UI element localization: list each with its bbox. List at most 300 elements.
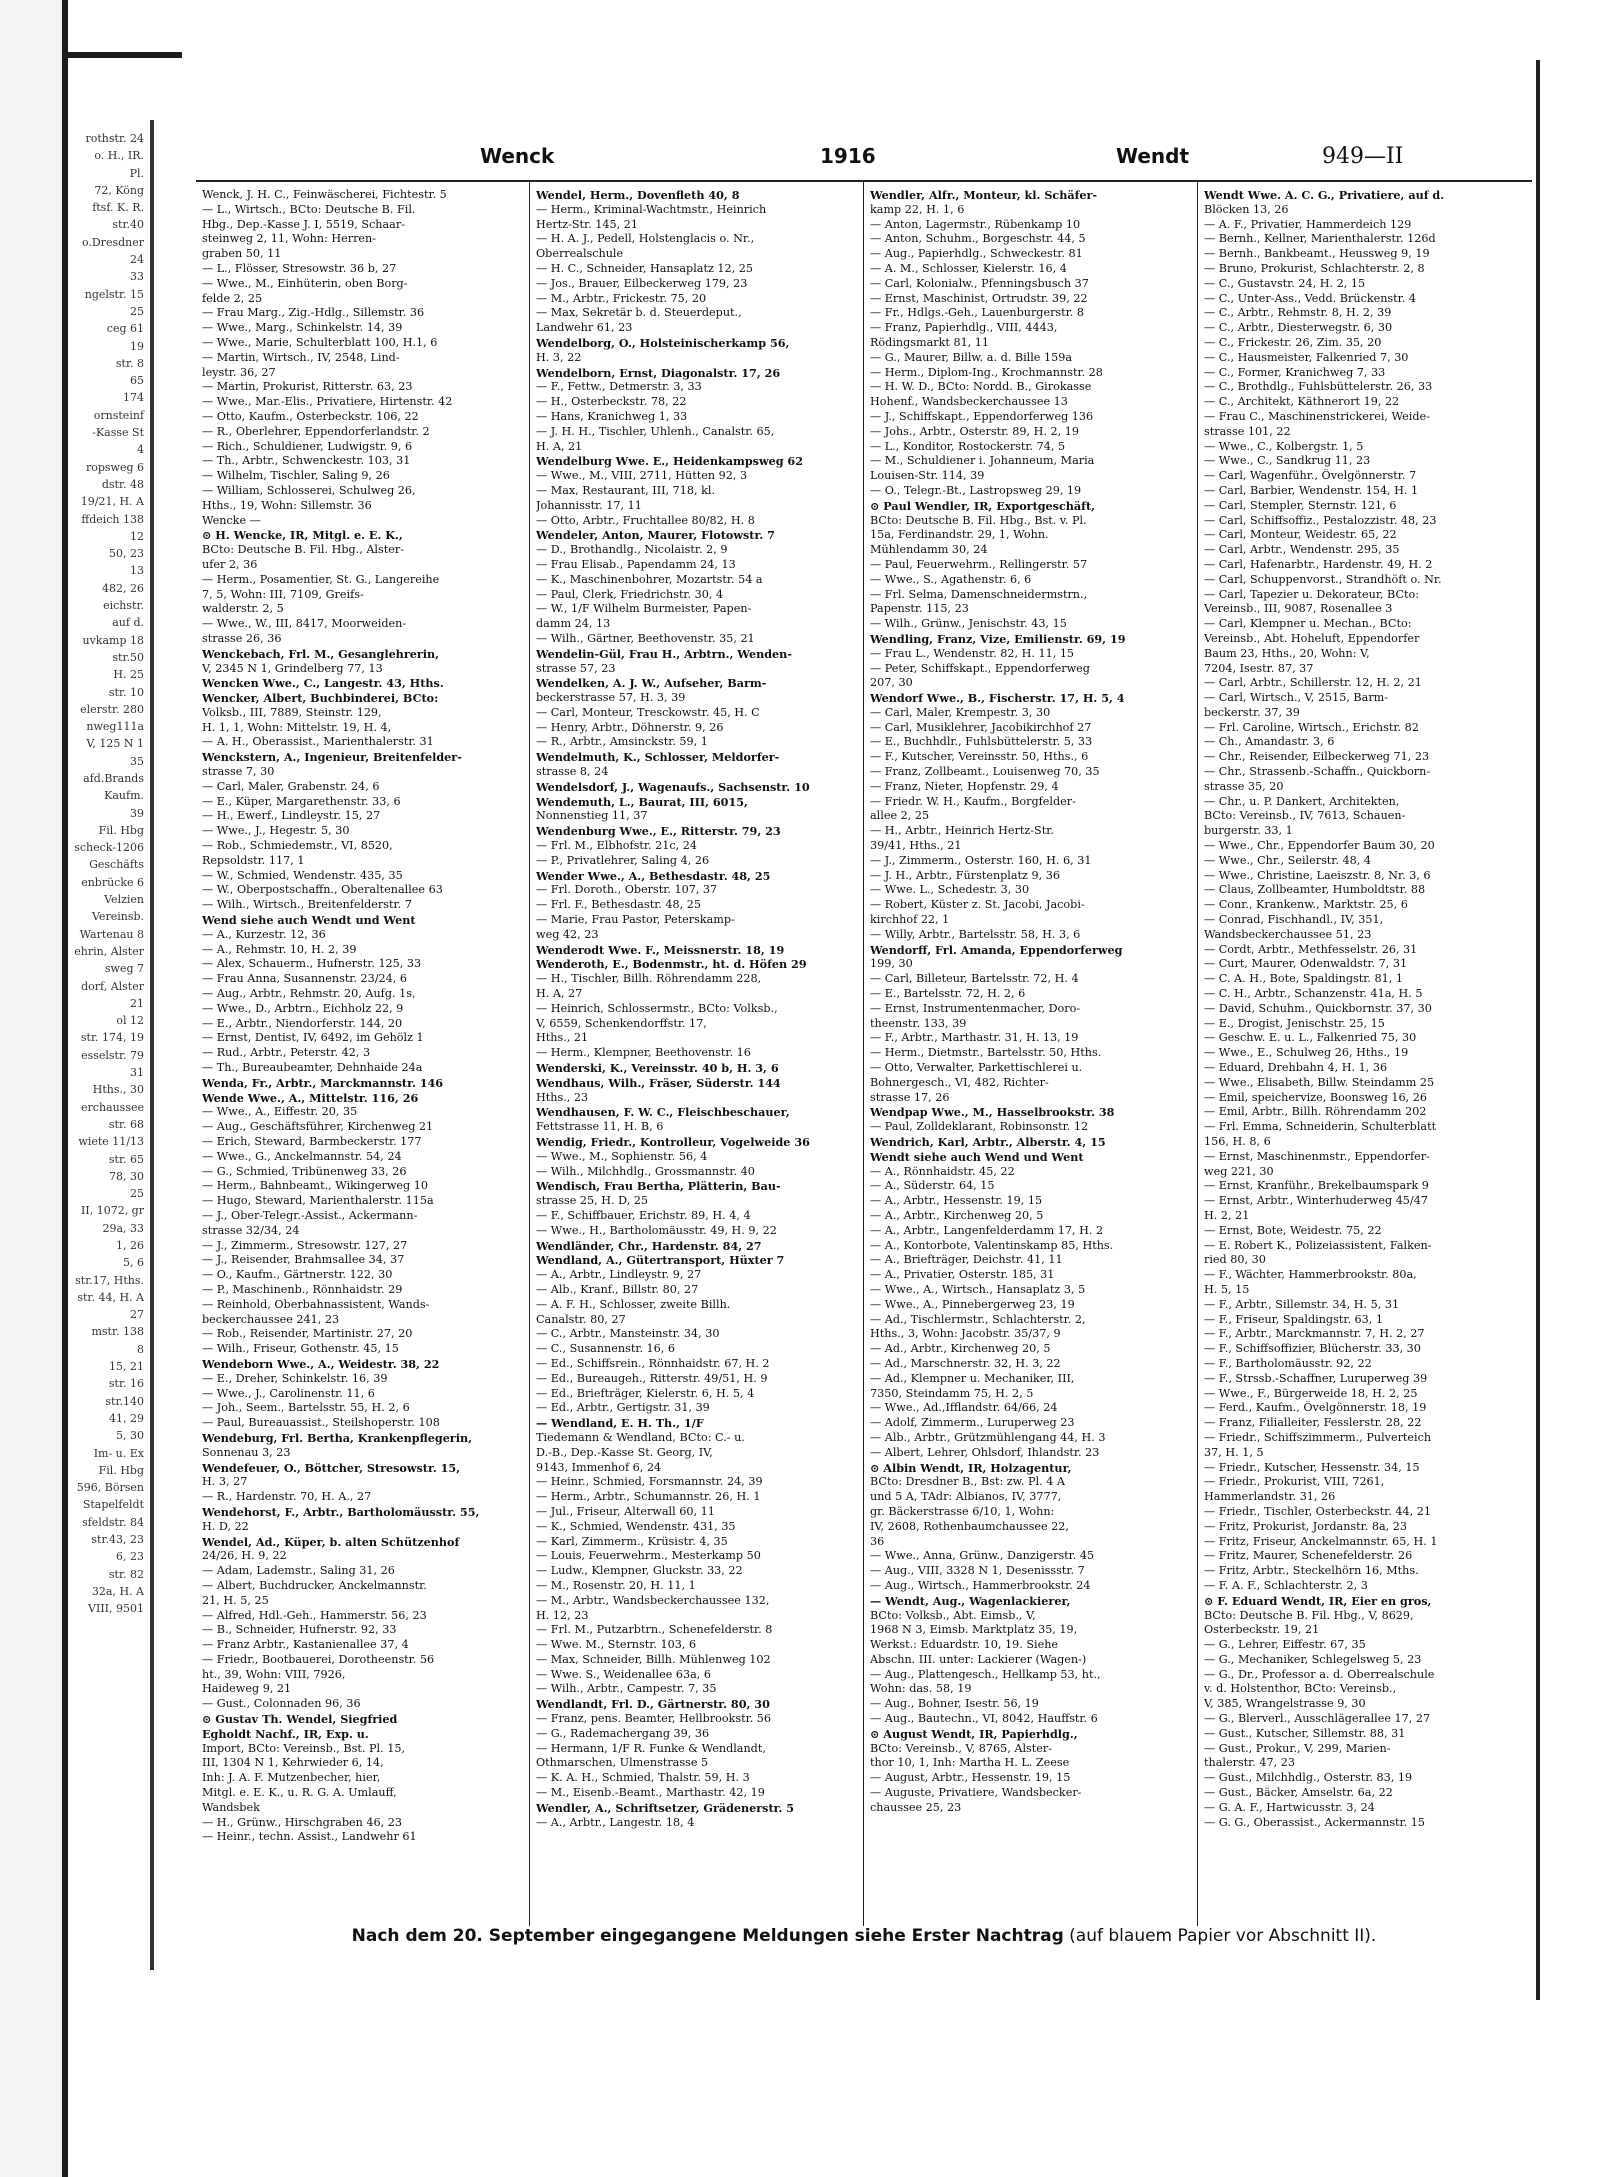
directory-entry: — H. W. D., BCto: Nordd. B., Girokasse bbox=[870, 380, 1092, 394]
directory-entry: — Wwe., H., Bartholomäusstr. 49, H. 9, 22 bbox=[536, 1223, 777, 1237]
directory-entry: — Carl, Schiffsoffiz., Pestalozzistr. 48, 23 bbox=[1204, 513, 1437, 527]
previous-page-line: V, 125 N 1 bbox=[86, 737, 144, 751]
directory-entry: — Joh., Seem., Bartelsstr. 55, H. 2, 6 bbox=[202, 1401, 410, 1415]
directory-entry: — R., Arbtr., Amsinckstr. 59, 1 bbox=[536, 735, 708, 749]
directory-entry: — A., Arbtr., Hessenstr. 19, 15 bbox=[870, 1194, 1043, 1208]
directory-entry: — F., Bartholomäusstr. 92, 22 bbox=[1204, 1356, 1372, 1370]
previous-page-line: Fil. Hbg bbox=[98, 823, 144, 837]
directory-entry: Othmarschen, Ulmenstrasse 5 bbox=[536, 1756, 709, 1770]
directory-entry: Wendehorst, F., Arbtr., Bartholomäusstr. 55, bbox=[202, 1504, 480, 1519]
directory-entry: Baum 23, Hths., 20, Wohn: V, bbox=[1204, 646, 1370, 660]
directory-entry: — Bernh., Bankbeamt., Heussweg 9, 19 bbox=[1204, 247, 1430, 261]
directory-entry: — Th., Arbtr., Schwenckestr. 103, 31 bbox=[202, 454, 411, 468]
directory-entry: Wendelken, A. J. W., Aufseher, Barm- bbox=[536, 676, 767, 691]
directory-entry: — L., Flösser, Stresowstr. 36 b, 27 bbox=[202, 261, 397, 275]
directory-entry: Wandsbeckerchaussee 51, 23 bbox=[1204, 927, 1372, 941]
running-head-right: Wendt bbox=[1116, 144, 1190, 168]
directory-entry: — Ernst, Maschinist, Ortrudstr. 39, 22 bbox=[870, 291, 1088, 305]
directory-entry: — Frl. Selma, Damenschneidermstrn., bbox=[870, 587, 1088, 601]
directory-entry: Wendorf Wwe., B., Fischerstr. 17, H. 5, 4 bbox=[870, 691, 1125, 706]
column-3 bbox=[864, 182, 1198, 1926]
directory-entry: strasse 57, 23 bbox=[536, 661, 616, 675]
directory-entry: — A., Arbtr., Lindleystr. 9, 27 bbox=[536, 1268, 702, 1282]
directory-entry: — Geschw. E. u. L., Falkenried 75, 30 bbox=[1204, 1031, 1417, 1045]
previous-page-line: 29a, 33 bbox=[102, 1221, 144, 1235]
directory-entry: — P., Maschinenb., Rönnhaidstr. 29 bbox=[202, 1282, 403, 1296]
directory-entry: — Carl, Tapezier u. Dekorateur, BCto: bbox=[1204, 587, 1420, 601]
previous-page-line: 24 bbox=[130, 253, 144, 267]
directory-entry: III, 1304 N 1, Kehrwieder 6, 14, bbox=[202, 1756, 384, 1770]
directory-entry: — Fritz, Prokurist, Jordanstr. 8a, 23 bbox=[1204, 1519, 1408, 1533]
directory-entry: — Frau Elisab., Papendamm 24, 13 bbox=[536, 557, 736, 571]
directory-entry: Wenderski, K., Vereinsstr. 40 b, H. 3, 6 bbox=[536, 1061, 779, 1076]
previous-page-line: eichstr. bbox=[103, 599, 144, 613]
previous-page-line: 72, Köng bbox=[94, 183, 144, 197]
directory-entry: Wendel, Ad., Küper, b. alten Schützenhof bbox=[202, 1534, 460, 1549]
previous-page-line: nweg111a bbox=[86, 720, 144, 734]
directory-entry: Hths., 19, Wohn: Sillemstr. 36 bbox=[202, 498, 372, 512]
directory-entry: — E., Buchhdlr., Fuhlsbüttelerstr. 5, 33 bbox=[870, 735, 1093, 749]
directory-entry: — O., Telegr.-Bt., Lastropsweg 29, 19 bbox=[870, 483, 1082, 497]
directory-entry: — Paul, Bureauassist., Steilshoperstr. 108 bbox=[202, 1416, 440, 1430]
directory-entry: — Gust., Milchhdlg., Osterstr. 83, 19 bbox=[1204, 1771, 1413, 1785]
directory-entry: — E., Dreher, Schinkelstr. 16, 39 bbox=[202, 1371, 388, 1385]
directory-entry: — Carl, Arbtr., Schillerstr. 12, H. 2, 21 bbox=[1204, 676, 1422, 690]
directory-entry: Wencker, Albert, Buchbinderei, BCto: bbox=[202, 691, 439, 706]
directory-entry: — Carl, Stempler, Sternstr. 121, 6 bbox=[1204, 498, 1397, 512]
previous-page-line: mstr. 138 bbox=[91, 1325, 144, 1339]
directory-entry: — Gust., Colonnaden 96, 36 bbox=[202, 1697, 361, 1711]
previous-page-line: Pl. bbox=[129, 166, 144, 180]
directory-entry: — Frau Anna, Susannenstr. 23/24, 6 bbox=[202, 972, 408, 986]
directory-entry: — L., Konditor, Rostockerstr. 74, 5 bbox=[870, 439, 1066, 453]
directory-entry: Oberrealschule bbox=[536, 247, 624, 261]
directory-entry: — Adam, Lademstr., Saling 31, 26 bbox=[202, 1564, 395, 1578]
directory-entry: — Carl, Maler, Grabenstr. 24, 6 bbox=[202, 779, 380, 793]
directory-entry: Wenck, J. H. C., Feinwäscherei, Fichtestr. 5 bbox=[202, 188, 447, 201]
previous-page-line: 8 bbox=[137, 1342, 144, 1356]
previous-page-line: 25 bbox=[130, 1187, 144, 1201]
directory-entry: — Gust., Bäcker, Amselstr. 6a, 22 bbox=[1204, 1786, 1393, 1800]
previous-page-line: 41, 29 bbox=[109, 1411, 144, 1425]
directory-entry: beckerstr. 37, 39 bbox=[1204, 705, 1300, 719]
directory-entry: Papenstr. 115, 23 bbox=[870, 602, 969, 616]
directory-entry: Wendisch, Frau Bertha, Plätterin, Bau- bbox=[536, 1179, 781, 1194]
directory-entry: — Carl, Musiklehrer, Jacobikirchhof 27 bbox=[870, 720, 1092, 734]
directory-entry: Haideweg 9, 21 bbox=[202, 1682, 292, 1696]
directory-entry: — Aug., Wirtsch., Hammerbrookstr. 24 bbox=[870, 1578, 1091, 1592]
previous-page-line: 12 bbox=[130, 529, 144, 543]
directory-entry: — G., Lehrer, Eiffestr. 67, 35 bbox=[1204, 1638, 1366, 1652]
directory-entry: beckerstrasse 57, H. 3, 39 bbox=[536, 691, 686, 705]
directory-entry: — A. F. H., Schlosser, zweite Billh. bbox=[536, 1297, 731, 1311]
directory-entry: Sonnenau 3, 23 bbox=[202, 1445, 291, 1459]
directory-entry: allee 2, 25 bbox=[870, 809, 930, 823]
directory-entry: — Wwe., M., Sophienstr. 56, 4 bbox=[536, 1149, 708, 1163]
directory-entry: — Rob., Reisender, Martinistr. 27, 20 bbox=[202, 1327, 413, 1341]
directory-entry: — C., Hausmeister, Falkenried 7, 30 bbox=[1204, 350, 1409, 364]
directory-entry: — G., Maurer, Billw. a. d. Bille 159a bbox=[870, 350, 1073, 364]
directory-entry: — F., Schiffsoffizier, Blücherstr. 33, 30 bbox=[1204, 1342, 1421, 1356]
directory-entry: Vereinsb., III, 9087, Rosenallee 3 bbox=[1204, 602, 1393, 616]
directory-entry: — Gust., Prokur., V, 299, Marien- bbox=[1204, 1741, 1391, 1755]
directory-entry: — Wilhelm, Tischler, Saling 9, 26 bbox=[202, 469, 390, 483]
previous-page-line: rothstr. 24 bbox=[85, 132, 144, 145]
directory-entry: — Franz, Nieter, Hopfenstr. 29, 4 bbox=[870, 779, 1059, 793]
directory-entry: — B., Schneider, Hufnerstr. 92, 33 bbox=[202, 1623, 397, 1637]
directory-entry: — C., Unter-Ass., Vedd. Brückenstr. 4 bbox=[1204, 291, 1417, 305]
directory-entry: — Bruno, Prokurist, Schlachterstr. 2, 8 bbox=[1204, 261, 1425, 275]
directory-entry: — Frl. Emma, Schneiderin, Schulterblatt bbox=[1204, 1120, 1437, 1134]
directory-entry: Wendelborn, Ernst, Diagonalstr. 17, 26 bbox=[536, 365, 781, 380]
directory-entry: — Friedr., Tischler, Osterbeckstr. 44, 21 bbox=[1204, 1504, 1431, 1518]
directory-entry: — Th., Bureaubeamter, Dehnhaide 24a bbox=[202, 1061, 423, 1075]
directory-entry: — C., Frickestr. 26, Zim. 35, 20 bbox=[1204, 335, 1382, 349]
directory-entry: H. 3, 22 bbox=[536, 350, 582, 364]
directory-page bbox=[196, 136, 1532, 2016]
previous-page-line: ffdeich 138 bbox=[81, 512, 144, 526]
directory-entry: — L., Wirtsch., BCto: Deutsche B. Fil. bbox=[202, 202, 416, 216]
directory-entry: — A. F., Privatier, Hammerdeich 129 bbox=[1204, 217, 1412, 231]
directory-entry: — Ernst, Bote, Weidestr. 75, 22 bbox=[1204, 1223, 1382, 1237]
previous-page-line: 4 bbox=[137, 443, 144, 457]
directory-entry: Blöcken 13, 26 bbox=[1204, 202, 1289, 216]
directory-entry: — Willy, Arbtr., Bartelsstr. 58, H. 3, 6 bbox=[870, 927, 1081, 941]
directory-entry: Wendlandt, Frl. D., Gärtnerstr. 80, 30 bbox=[536, 1697, 770, 1712]
previous-page-line: 33 bbox=[130, 270, 144, 284]
directory-entry: — Conr., Krankenw., Marktstr. 25, 6 bbox=[1204, 898, 1408, 912]
previous-page-line: 27 bbox=[130, 1308, 144, 1322]
directory-entry: — Wwe., M., VIII, 2711, Hütten 92, 3 bbox=[536, 469, 748, 483]
directory-entry: walderstr. 2, 5 bbox=[202, 602, 284, 616]
directory-entry: — Johs., Arbtr., Osterstr. 89, H. 2, 19 bbox=[870, 424, 1079, 438]
directory-entry: BCto: Vereinsb., V, 8765, Alster- bbox=[870, 1741, 1053, 1755]
directory-entry: strasse 26, 36 bbox=[202, 631, 282, 645]
directory-entry: — Friedr., Bootbauerei, Dorotheenstr. 56 bbox=[202, 1652, 435, 1666]
directory-entry: v. d. Holstenthor, BCto: Vereinsb., bbox=[1204, 1682, 1397, 1696]
directory-entry: Landwehr 61, 23 bbox=[536, 321, 633, 335]
directory-entry: — Wilh., Arbtr., Campestr. 7, 35 bbox=[536, 1682, 717, 1696]
directory-entry: 7, 5, Wohn: III, 7109, Greifs- bbox=[202, 587, 364, 601]
directory-entry: — Ernst, Kranführ., Brekelbaumspark 9 bbox=[1204, 1179, 1429, 1193]
directory-entry: — Franz, Filialleiter, Fesslerstr. 28, 22 bbox=[1204, 1416, 1422, 1430]
directory-entry: Wendelmuth, K., Schlosser, Meldorfer- bbox=[536, 750, 780, 765]
directory-entry: Nonnenstieg 11, 37 bbox=[536, 809, 648, 823]
directory-entry: ried 80, 30 bbox=[1204, 1253, 1266, 1267]
directory-entry: — M., Schuldiener i. Johanneum, Maria bbox=[870, 454, 1095, 468]
directory-entry: Wendhausen, F. W. C., Fleischbeschauer, bbox=[536, 1105, 790, 1120]
directory-entry: — Wwe., Marg., Schinkelstr. 14, 39 bbox=[202, 321, 403, 335]
directory-entry: — Paul, Feuerwehrm., Rellingerstr. 57 bbox=[870, 557, 1088, 571]
directory-entry: — C., Brothdlg., Fuhlsbüttelerstr. 26, 33 bbox=[1204, 380, 1433, 394]
directory-entry: — Aug., Bautechn., VI, 8042, Hauffstr. 6 bbox=[870, 1712, 1098, 1726]
previous-page-line: 19/21, H. A bbox=[80, 495, 144, 509]
directory-entry: leystr. 36, 27 bbox=[202, 365, 276, 379]
directory-entry: — Ad., Arbtr., Kirchenweg 20, 5 bbox=[870, 1342, 1051, 1356]
previous-page-line: erchaussee bbox=[81, 1100, 144, 1114]
directory-entry: ⊙ Albin Wendt, IR, Holzagentur, bbox=[870, 1460, 1072, 1475]
previous-page-line: wiete 11/13 bbox=[78, 1135, 144, 1149]
directory-entry: BCto: Vereinsb., IV, 7613, Schauen- bbox=[1204, 809, 1406, 823]
directory-entry: — H., Tischler, Billh. Röhrendamm 228, bbox=[536, 972, 762, 986]
directory-entry: — Peter, Schiffskapt., Eppendorferweg bbox=[870, 661, 1090, 675]
directory-entry: gr. Bäckerstrasse 6/10, 1, Wohn: bbox=[870, 1504, 1055, 1518]
directory-entry: — H., Arbtr., Heinrich Hertz-Str. bbox=[870, 824, 1054, 838]
directory-entry: Wohn: das. 58, 19 bbox=[870, 1682, 972, 1696]
directory-entry: — Carl, Arbtr., Wendenstr. 295, 35 bbox=[1204, 543, 1400, 557]
directory-entry: Hths., 23 bbox=[536, 1090, 589, 1104]
directory-entry: — F., Arbtr., Marckmannstr. 7, H. 2, 27 bbox=[1204, 1327, 1425, 1341]
previous-page-line: str. 44, H. A bbox=[77, 1290, 144, 1304]
directory-entry: — Frl. Doroth., Oberstr. 107, 37 bbox=[536, 883, 718, 897]
directory-entry: Egholdt Nachf., IR, Exp. u. bbox=[202, 1726, 369, 1741]
directory-entry: — Wwe., W., III, 8417, Moorweiden- bbox=[202, 617, 407, 631]
directory-entry: 24/26, H. 9, 22 bbox=[202, 1549, 287, 1563]
directory-entry: — Alfred, Hdl.-Geh., Hammerstr. 56, 23 bbox=[202, 1608, 427, 1622]
directory-entry: — F. A. F., Schlachterstr. 2, 3 bbox=[1204, 1578, 1368, 1592]
directory-entry: — Chr., Reisender, Eilbeckerweg 71, 23 bbox=[1204, 750, 1430, 764]
directory-entry: — Robert, Küster z. St. Jacobi, Jacobi- bbox=[870, 898, 1085, 912]
directory-entry: — Chr., u. P. Dankert, Architekten, bbox=[1204, 794, 1400, 808]
directory-entry: 7204, Isestr. 87, 37 bbox=[1204, 661, 1314, 675]
previous-page-line: ehrin, Alster bbox=[74, 944, 144, 958]
directory-entry: — Carl, Monteur, Weidestr. 65, 22 bbox=[1204, 528, 1397, 542]
directory-entry: — J., Schiffskapt., Eppendorferweg 136 bbox=[870, 409, 1094, 423]
previous-page-line: 596, Börsen bbox=[76, 1481, 144, 1495]
previous-page-line: 39 bbox=[130, 806, 144, 820]
directory-entry: H. 3, 27 bbox=[202, 1475, 248, 1489]
directory-entry: — Martin, Prokurist, Ritterstr. 63, 23 bbox=[202, 380, 413, 394]
directory-entry: — Frl. M., Elbhofstr. 21c, 24 bbox=[536, 839, 697, 853]
directory-entry: Wenderoth, E., Bodenmstr., ht. d. Höfen 29 bbox=[536, 957, 807, 972]
previous-page-line: str. 68 bbox=[108, 1117, 144, 1131]
directory-entry: H. 5, 15 bbox=[1204, 1282, 1250, 1296]
directory-entry: 199, 30 bbox=[870, 957, 913, 971]
directory-entry: — Hermann, 1/F R. Funke & Wendlandt, bbox=[536, 1741, 766, 1755]
directory-entry: — Heinr., Schmied, Forsmannstr. 24, 39 bbox=[536, 1475, 763, 1489]
directory-entry: — C., Susannenstr. 16, 6 bbox=[536, 1342, 676, 1356]
directory-entry: — Wendland, E. H. Th., 1/F bbox=[536, 1416, 704, 1431]
directory-entry: Wend siehe auch Wendt und Went bbox=[202, 913, 416, 928]
directory-entry: — Wilh., Gärtner, Beethovenstr. 35, 21 bbox=[536, 631, 755, 645]
previous-page-line: 6, 23 bbox=[116, 1550, 144, 1564]
previous-page-line: 35 bbox=[130, 754, 144, 768]
directory-entry: — Carl, Wirtsch., V, 2515, Barm- bbox=[1204, 691, 1389, 705]
previous-page-line: 19 bbox=[130, 339, 144, 353]
directory-entry: thalerstr. 47, 23 bbox=[1204, 1756, 1295, 1770]
directory-entry: — A., Arbtr., Kirchenweg 20, 5 bbox=[870, 1208, 1044, 1222]
directory-entry: — Aug., Geschäftsführer, Kirchenweg 21 bbox=[202, 1120, 434, 1134]
directory-entry: Wenckstern, A., Ingenieur, Breitenfelder- bbox=[202, 750, 462, 765]
previous-page-line: str.140 bbox=[105, 1394, 144, 1408]
directory-entry: — Herm., Kriminal-Wachtmstr., Heinrich bbox=[536, 202, 767, 216]
directory-entry: — M., Arbtr., Frickestr. 75, 20 bbox=[536, 291, 707, 305]
directory-entry: Werkst.: Eduardstr. 10, 19. Siehe bbox=[870, 1638, 1059, 1652]
previous-page-line: afd.Brands bbox=[83, 771, 144, 785]
directory-entry: — Ch., Amandastr. 3, 6 bbox=[1204, 735, 1335, 749]
directory-entry: BCto: Deutsche B. Fil. Hbg., Alster- bbox=[202, 543, 404, 557]
directory-entry: Wendpap Wwe., M., Hasselbrookstr. 38 bbox=[870, 1105, 1115, 1120]
directory-entry: kirchhof 22, 1 bbox=[870, 913, 950, 927]
directory-entry: — Paul, Clerk, Friedrichstr. 30, 4 bbox=[536, 587, 724, 601]
directory-entry: — Wilh., Milchhdlg., Grossmannstr. 40 bbox=[536, 1164, 755, 1178]
directory-entry: — Karl, Zimmerm., Krüsistr. 4, 35 bbox=[536, 1534, 728, 1548]
directory-entry: — Gust., Kutscher, Sillemstr. 88, 31 bbox=[1204, 1726, 1406, 1740]
directory-entry: — Wwe., S., Agathenstr. 6, 6 bbox=[870, 572, 1032, 586]
directory-entry: — Franz Arbtr., Kastanienallee 37, 4 bbox=[202, 1638, 409, 1652]
previous-page-line: Wartenau 8 bbox=[79, 927, 144, 941]
directory-entry: — Wwe., Ad.,Ifflandstr. 64/66, 24 bbox=[870, 1401, 1058, 1415]
directory-entry: — H. C., Schneider, Hansaplatz 12, 25 bbox=[536, 261, 753, 275]
directory-entry: — Wwe., Elisabeth, Billw. Steindamm 25 bbox=[1204, 1075, 1435, 1089]
directory-entry: Rödingsmarkt 81, 11 bbox=[870, 335, 990, 349]
directory-entry: — Herm., Posamentier, St. G., Langereihe bbox=[202, 572, 440, 586]
previous-page-line: str. 65 bbox=[108, 1152, 144, 1166]
directory-entry: — Herm., Diplom-Ing., Krochmannstr. 28 bbox=[870, 365, 1103, 379]
directory-entry: — Wwe., Christine, Laeiszstr. 8, Nr. 3, 6 bbox=[1204, 868, 1431, 882]
directory-entry: BCto: Deutsche B. Fil. Hbg., Bst. v. Pl. bbox=[870, 513, 1087, 527]
previous-page-line: str. 174, 19 bbox=[80, 1031, 144, 1045]
directory-entry: 21, H. 5, 25 bbox=[202, 1593, 269, 1607]
directory-entry: — Wwe., C., Kolbergstr. 1, 5 bbox=[1204, 439, 1364, 453]
previous-page-line: auf d. bbox=[112, 616, 144, 630]
directory-entry: Wendler, Alfr., Monteur, kl. Schäfer- bbox=[870, 188, 1098, 202]
directory-entry: — F., Strssb.-Schaffner, Luruperweg 39 bbox=[1204, 1371, 1428, 1385]
directory-entry: — Carl, Barbier, Wendenstr. 154, H. 1 bbox=[1204, 483, 1419, 497]
directory-entry: Wendelborg, O., Holsteinischerkamp 56, bbox=[536, 335, 790, 350]
directory-entry: — Herm., Arbtr., Schumannstr. 26, H. 1 bbox=[536, 1490, 761, 1504]
directory-entry: — C., Arbtr., Diesterwegstr. 6, 30 bbox=[1204, 321, 1393, 335]
directory-entry: — Wwe. S., Weidenallee 63a, 6 bbox=[536, 1667, 712, 1681]
running-head-left: Wenck bbox=[480, 144, 555, 168]
directory-entry: — Wwe., J., Hegestr. 5, 30 bbox=[202, 824, 350, 838]
directory-entry: Wendel, Herm., Dovenfleth 40, 8 bbox=[536, 188, 740, 202]
directory-entry: — Wwe., C., Sandkrug 11, 23 bbox=[1204, 454, 1371, 468]
directory-entry: Wendemuth, L., Baurat, III, 6015, bbox=[536, 794, 748, 809]
previous-page-line: II, 1072, gr bbox=[81, 1204, 144, 1218]
directory-entry: — Wwe., Mar.-Elis., Privatiere, Hirtenstr. 42 bbox=[202, 395, 453, 409]
directory-entry: — C., Gustavstr. 24, H. 2, 15 bbox=[1204, 276, 1366, 290]
previous-page-line: esselstr. 79 bbox=[81, 1048, 144, 1062]
directory-entry: Wendhaus, Wilh., Fräser, Süderstr. 144 bbox=[536, 1075, 781, 1090]
directory-entry: — Jos., Brauer, Eilbeckerweg 179, 23 bbox=[536, 276, 748, 290]
directory-entry: — M., Arbtr., Wandsbeckerchaussee 132, bbox=[536, 1593, 770, 1607]
directory-entry: — Aug., Plattengesch., Hellkamp 53, ht., bbox=[870, 1667, 1101, 1681]
directory-entry: ⊙ Gustav Th. Wendel, Siegfried bbox=[202, 1712, 398, 1727]
previous-page-line: sfeldstr. 84 bbox=[82, 1515, 144, 1529]
directory-entry: — Fr., Hdlgs.-Geh., Lauenburgerstr. 8 bbox=[870, 306, 1085, 320]
directory-entry: — G., Blerverl., Ausschlägerallee 17, 27 bbox=[1204, 1712, 1431, 1726]
directory-entry: — Carl, Maler, Krempestr. 3, 30 bbox=[870, 705, 1051, 719]
directory-entry: strasse 32/34, 24 bbox=[202, 1223, 300, 1237]
directory-entry: — A., Rönnhaidstr. 45, 22 bbox=[870, 1164, 1015, 1178]
directory-entry: — Carl, Kolonialw., Pfenningsbusch 37 bbox=[870, 276, 1089, 290]
directory-entry: Wendelburg Wwe. E., Heidenkampsweg 62 bbox=[536, 454, 803, 469]
directory-entry: — Ed., Bureaugeh., Ritterstr. 49/51, H. 9 bbox=[536, 1371, 768, 1385]
directory-entry: — H., Ewerf., Lindleystr. 15, 27 bbox=[202, 809, 381, 823]
directory-entry: graben 50, 11 bbox=[202, 247, 282, 261]
previous-page-line: 13 bbox=[130, 564, 144, 578]
directory-entry: — Chr., Strassenb.-Schaffn., Quickborn- bbox=[1204, 765, 1431, 779]
directory-entry: — Ernst, Dentist, IV, 6492, im Gehölz 1 bbox=[202, 1031, 424, 1045]
directory-entry: — Reinhold, Oberbahnassistent, Wands- bbox=[202, 1297, 430, 1311]
previous-page-line: elerstr. 280 bbox=[80, 702, 144, 716]
directory-entry: — C., Former, Kranichweg 7, 33 bbox=[1204, 365, 1386, 379]
directory-entry: — A., Arbtr., Langestr. 18, 4 bbox=[536, 1815, 695, 1829]
previous-page-line: Geschäfts bbox=[89, 858, 144, 872]
directory-entry: 9143, Immenhof 6, 24 bbox=[536, 1460, 662, 1474]
directory-entry: — Alb., Arbtr., Grützmühlengang 44, H. 3 bbox=[870, 1430, 1106, 1444]
scan-top-bar bbox=[62, 52, 182, 58]
previous-page-line: 1, 26 bbox=[116, 1239, 144, 1252]
directory-entry: — Wwe., Marie, Schulterblatt 100, H.1, 6 bbox=[202, 335, 438, 349]
directory-entry: — W., Oberpostschaffn., Oberaltenallee 63 bbox=[202, 883, 443, 897]
directory-entry: Wendt Wwe. A. C. G., Privatiere, auf d. bbox=[1204, 188, 1445, 202]
directory-entry: Wendeler, Anton, Maurer, Flotowstr. 7 bbox=[536, 528, 775, 543]
previous-page-line: o.Dresdner bbox=[81, 235, 144, 249]
directory-entry: — Wwe., A., Pinnebergerweg 23, 19 bbox=[870, 1297, 1075, 1311]
directory-entry: Wendrich, Karl, Arbtr., Alberstr. 4, 15 bbox=[870, 1135, 1106, 1149]
directory-entry: — Carl, Wagenführ., Övelgönnerstr. 7 bbox=[1204, 469, 1417, 483]
directory-entry: — Ad., Klempner u. Mechaniker, III, bbox=[870, 1371, 1075, 1385]
directory-entry: — M., Eisenb.-Beamt., Marthastr. 42, 19 bbox=[536, 1786, 765, 1800]
previous-page-line: 32a, H. A bbox=[91, 1584, 144, 1598]
directory-entry: 1968 N 3, Eimsb. Marktplatz 35, 19, bbox=[870, 1623, 1078, 1637]
directory-entry: — W., 1/F Wilhelm Burmeister, Papen- bbox=[536, 602, 752, 616]
directory-entry: — Franz, Papierhdlg., VIII, 4443, bbox=[870, 321, 1058, 335]
directory-entry: Wendig, Friedr., Kontrolleur, Vogelweide 36 bbox=[536, 1135, 810, 1149]
previous-page-line: str.50 bbox=[112, 650, 144, 664]
directory-entry: — Wwe., Anna, Grünw., Danzigerstr. 45 bbox=[870, 1549, 1095, 1563]
previous-page-line: 65 bbox=[130, 374, 144, 388]
directory-entry: — Aug., Arbtr., Rehmstr. 20, Aufg. 1s, bbox=[202, 987, 416, 1001]
previous-page-line: Fil. Hbg bbox=[98, 1463, 144, 1477]
directory-entry: kamp 22, H. 1, 6 bbox=[870, 202, 965, 216]
previous-page-line: Hths., 30 bbox=[92, 1083, 144, 1097]
directory-entry: ⊙ Paul Wendler, IR, Exportgeschäft, bbox=[870, 498, 1096, 513]
directory-entry: — Albert, Buchdrucker, Anckelmannstr. bbox=[202, 1578, 427, 1592]
directory-entry: — C., Architekt, Käthnerort 19, 22 bbox=[1204, 395, 1400, 409]
directory-entry: — F., Kutscher, Vereinsstr. 50, Hths., 6 bbox=[870, 750, 1089, 764]
directory-entry: — A., Rehmstr. 10, H. 2, 39 bbox=[202, 942, 357, 956]
directory-entry: — Ernst, Maschinenmstr., Eppendorfer- bbox=[1204, 1149, 1430, 1163]
directory-entry: 156, H. 8, 6 bbox=[1204, 1135, 1271, 1148]
directory-entry: — Wwe., G., Anckelmannstr. 54, 24 bbox=[202, 1149, 402, 1163]
directory-entry: — Herm., Klempner, Beethovenstr. 16 bbox=[536, 1046, 751, 1060]
directory-entry: — G. A. F., Hartwicusstr. 3, 24 bbox=[1204, 1800, 1375, 1814]
directory-entry: 36 bbox=[870, 1534, 885, 1548]
directory-entry: — A., Briefträger, Deichstr. 41, 11 bbox=[870, 1253, 1063, 1267]
directory-entry: Wendelsdorf, J., Wagenaufs., Sachsenstr. 10 bbox=[536, 779, 810, 794]
directory-entry: strasse 8, 24 bbox=[536, 765, 609, 779]
directory-entry: — Heinr., techn. Assist., Landwehr 61 bbox=[202, 1830, 417, 1844]
directory-entry: — Jul., Friseur, Alterwall 60, 11 bbox=[536, 1504, 715, 1518]
directory-entry: — Friedr. W. H., Kaufm., Borgfelder- bbox=[870, 794, 1076, 808]
directory-entry: Wandsbek bbox=[202, 1800, 260, 1814]
directory-entry: — Martin, Wirtsch., IV, 2548, Lind- bbox=[202, 350, 400, 364]
directory-entry: — Otto, Verwalter, Parkettischlerei u. bbox=[870, 1061, 1083, 1075]
previous-page-line: ol 12 bbox=[116, 1014, 144, 1028]
column-4 bbox=[1198, 182, 1532, 1926]
column-1 bbox=[196, 182, 530, 1926]
directory-entry: strasse 35, 20 bbox=[1204, 779, 1284, 793]
directory-entry: — Wwe., D., Arbtrn., Eichholz 22, 9 bbox=[202, 1001, 404, 1015]
directory-entry: — J. H. H., Tischler, Uhlenh., Canalstr. 65, bbox=[536, 424, 775, 438]
directory-entry: Wendenburg Wwe., E., Ritterstr. 79, 23 bbox=[536, 824, 781, 839]
directory-entry: Vereinsb., Abt. Hoheluft, Eppendorfer bbox=[1204, 631, 1420, 645]
directory-entry: Wendeborn Wwe., A., Weidestr. 38, 22 bbox=[202, 1356, 440, 1371]
directory-entry: — J., Zimmerm., Osterstr. 160, H. 6, 31 bbox=[870, 853, 1092, 867]
